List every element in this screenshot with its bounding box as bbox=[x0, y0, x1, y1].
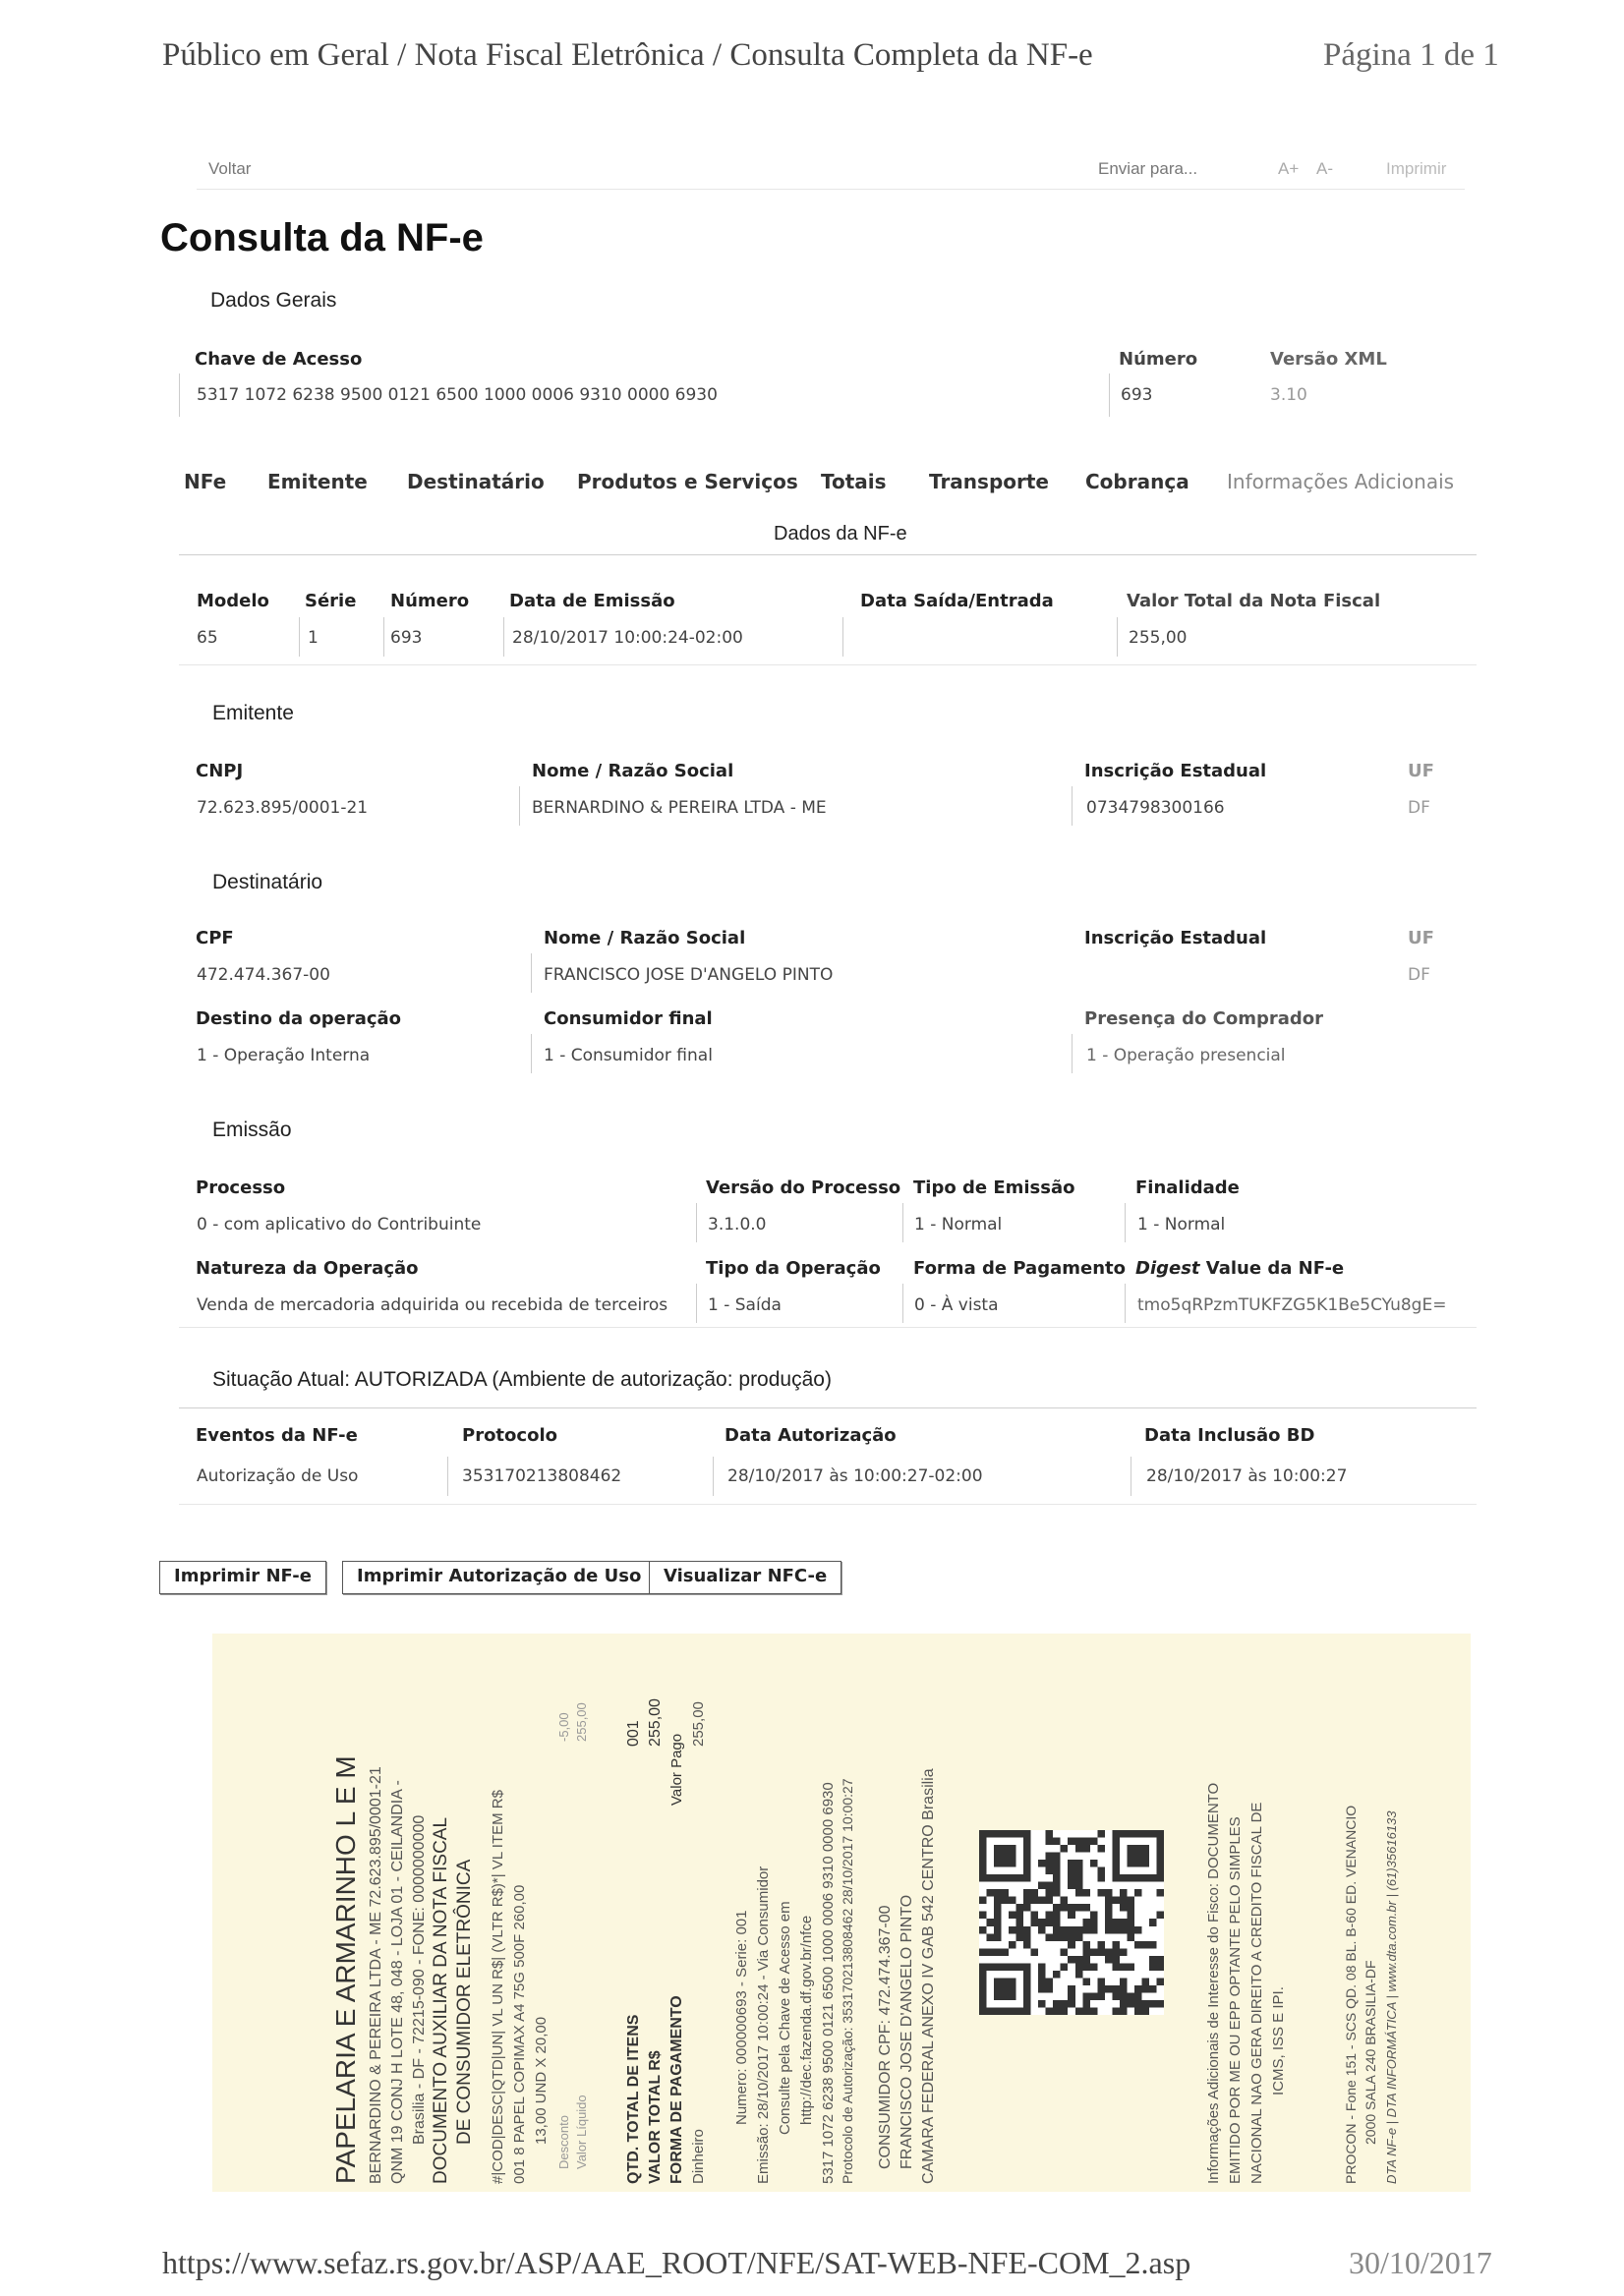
digest-label-italic: Digest bbox=[1135, 1258, 1200, 1279]
page-title: Consulta da NF-e bbox=[160, 216, 484, 259]
receipt-procon-2: 2000 SALA 240 BRASILIA-DF bbox=[1363, 1960, 1378, 2145]
chave-separator bbox=[179, 373, 180, 417]
receipt-chave-line: 5317 1072 6238 9500 0121 6500 1000 0006 9310 0000 6930 bbox=[820, 1782, 837, 2184]
tab-nfe[interactable]: NFe bbox=[184, 470, 227, 493]
print-link[interactable]: Imprimir bbox=[1386, 159, 1447, 178]
receipt-net-label: Valor Líquido bbox=[574, 2095, 589, 2169]
separator bbox=[1072, 786, 1073, 826]
receipt-total-label: VALOR TOTAL R$ bbox=[647, 2050, 664, 2184]
receipt-store-name: PAPELARIA E ARMARINHO L E M bbox=[330, 1755, 361, 2184]
situacao-atual: Situação Atual: AUTORIZADA (Ambiente de autorização: produção) bbox=[212, 1368, 832, 1391]
digest-label-rest: Value da NF-e bbox=[1199, 1258, 1345, 1279]
forma-pagamento-value: 0 - À vista bbox=[914, 1295, 999, 1315]
data-saida-label: Data Saída/Entrada bbox=[860, 591, 1054, 611]
emitente-nome-value: BERNARDINO & PEREIRA LTDA - ME bbox=[532, 798, 827, 818]
presenca-comprador-label: Presença do Comprador bbox=[1084, 1008, 1323, 1029]
cpf-label: CPF bbox=[196, 928, 234, 948]
qr-code[interactable] bbox=[979, 1830, 1164, 2015]
receipt-consumer-cpf: CONSUMIDOR CPF: 472.474.367-00 bbox=[877, 1905, 894, 2169]
receipt-protocolo-line: Protocolo de Autorização: 353170213808462 28/10/2017 10:00:27 bbox=[840, 1778, 855, 2184]
cnpj-value: 72.623.895/0001-21 bbox=[197, 798, 369, 818]
data-inclusao-value: 28/10/2017 às 10:00:27 bbox=[1146, 1466, 1348, 1486]
receipt-company-line: BERNARDINO & PEREIRA LTDA - ME 72.623.895/0001-21 bbox=[368, 1766, 384, 2184]
consumidor-final-label: Consumidor final bbox=[544, 1008, 713, 1029]
separator bbox=[383, 617, 384, 657]
versao-xml-label: Versão XML bbox=[1270, 349, 1387, 370]
back-link[interactable]: Voltar bbox=[208, 159, 252, 178]
emitente-ie-value: 0734798300166 bbox=[1086, 798, 1225, 818]
versao-processo-label: Versão do Processo bbox=[706, 1177, 901, 1198]
emitente-ie-label: Inscrição Estadual bbox=[1084, 761, 1267, 781]
forma-pagamento-label: Forma de Pagamento bbox=[913, 1258, 1126, 1279]
emitente-uf-value: DF bbox=[1408, 798, 1430, 818]
receipt-info-4: ICMS, ISS E IPI. bbox=[1270, 1986, 1287, 2095]
natureza-operacao-label: Natureza da Operação bbox=[196, 1258, 419, 1279]
separator bbox=[1125, 1284, 1126, 1323]
qr-finder-top-right bbox=[1112, 1830, 1164, 1882]
receipt-address-line: QNM 19 CONJ H LOTE 48, 048 - LOJA 01 - CEILANDIA - bbox=[389, 1780, 406, 2184]
separator bbox=[696, 1284, 697, 1323]
tab-informacoes-adicionais[interactable]: Informações Adicionais bbox=[1227, 470, 1455, 493]
tipo-emissao-value: 1 - Normal bbox=[914, 1215, 1003, 1234]
receipt-discount-label: Desconto bbox=[556, 2115, 571, 2169]
emitente-title: Emitente bbox=[212, 702, 294, 724]
presenca-comprador-value: 1 - Operação presencial bbox=[1086, 1046, 1286, 1065]
eventos-label: Eventos da NF-e bbox=[196, 1425, 358, 1446]
receipt-doc-title-2: DE CONSUMIDOR ELETRÔNICA bbox=[454, 1859, 475, 2145]
separator bbox=[531, 953, 532, 993]
dados-gerais-title: Dados Gerais bbox=[210, 289, 337, 312]
print-page-indicator: Página 1 de 1 bbox=[1323, 37, 1499, 73]
separator bbox=[299, 617, 300, 657]
chave-value: 5317 1072 6238 9500 0121 6500 1000 0006 9310 0000 6930 bbox=[197, 385, 718, 405]
separator bbox=[696, 1203, 697, 1242]
receipt-total-value: 255,00 bbox=[647, 1698, 664, 1747]
print-footer-date: 30/10/2017 bbox=[1349, 2245, 1492, 2280]
visualizar-nfce-button[interactable]: Visualizar NFC-e bbox=[649, 1561, 841, 1594]
processo-value: 0 - com aplicativo do Contribuinte bbox=[197, 1215, 482, 1234]
receipt-discount-value: -5,00 bbox=[556, 1712, 571, 1742]
data-emissao-value: 28/10/2017 10:00:24-02:00 bbox=[512, 628, 743, 648]
consumidor-final-value: 1 - Consumidor final bbox=[544, 1046, 713, 1065]
receipt-items-header: #|COD|DESC|QTD|UN| VL UN R$| (VLTR R$)*| VL ITEM R$ bbox=[490, 1790, 506, 2184]
versao-processo-value: 3.1.0.0 bbox=[708, 1215, 767, 1234]
separator bbox=[1072, 1034, 1073, 1073]
natureza-operacao-value: Venda de mercadoria adquirida ou recebida de terceiros bbox=[197, 1295, 668, 1315]
font-decrease-button[interactable]: A- bbox=[1316, 159, 1333, 178]
receipt-pay-value: 255,00 bbox=[690, 1701, 707, 1747]
chave-label: Chave de Acesso bbox=[195, 349, 363, 370]
qr-finder-bottom-left bbox=[979, 1963, 1031, 2015]
cnpj-label: CNPJ bbox=[196, 761, 244, 781]
font-increase-button[interactable]: A+ bbox=[1278, 159, 1300, 178]
emissao-title: Emissão bbox=[212, 1119, 292, 1141]
receipt-valor-pago-label: Valor Pago bbox=[668, 1733, 685, 1806]
receipt-consulte-line: Consulte pela Chave de Acesso em bbox=[777, 1901, 793, 2135]
data-inclusao-label: Data Inclusão BD bbox=[1144, 1425, 1315, 1446]
tipo-operacao-label: Tipo da Operação bbox=[706, 1258, 881, 1279]
data-autorizacao-label: Data Autorização bbox=[725, 1425, 897, 1446]
protocolo-value: 353170213808462 bbox=[462, 1466, 622, 1486]
emitente-nome-label: Nome / Razão Social bbox=[532, 761, 734, 781]
destinatario-title: Destinatário bbox=[212, 871, 323, 893]
receipt-doc-title-1: DOCUMENTO AUXILIAR DA NOTA FISCAL bbox=[431, 1816, 451, 2184]
data-autorizacao-value: 28/10/2017 às 10:00:27-02:00 bbox=[727, 1466, 983, 1486]
receipt-net-value: 255,00 bbox=[574, 1702, 589, 1742]
separator bbox=[447, 1457, 448, 1496]
separator bbox=[519, 786, 520, 826]
digest-value-label bbox=[1135, 1258, 1344, 1279]
nfe-numero-value: 693 bbox=[390, 628, 423, 648]
toolbar-divider bbox=[197, 189, 1465, 190]
situacao-divider bbox=[179, 1407, 1477, 1408]
receipt-info-3: NACIONAL NAO GERA DIREITO A CREDITO FISCAL DE bbox=[1248, 1802, 1265, 2184]
serie-label: Série bbox=[305, 591, 357, 611]
separator bbox=[1125, 1203, 1126, 1242]
print-footer-url: https://www.sefaz.rs.gov.br/ASP/AAE_ROOT/NFE/SAT-WEB-NFE-COM_2.asp bbox=[162, 2245, 1191, 2280]
nfe-numero-label: Número bbox=[390, 591, 470, 611]
tab-emitente[interactable]: Emitente bbox=[267, 470, 368, 493]
processo-label: Processo bbox=[196, 1177, 286, 1198]
receipt-info-1: Informações Adicionais de Interesse do Fisco: DOCUMENTO bbox=[1205, 1782, 1222, 2184]
tipo-operacao-value: 1 - Saída bbox=[708, 1295, 782, 1315]
dados-nfe-divider bbox=[179, 554, 1477, 555]
valor-total-value: 255,00 bbox=[1129, 628, 1188, 648]
protocolo-label: Protocolo bbox=[462, 1425, 557, 1446]
receipt-consumer-addr: CAMARA FEDERAL ANEXO IV GAB 542 CENTRO Brasilia bbox=[920, 1768, 937, 2184]
imprimir-autorizacao-button[interactable]: Imprimir Autorização de Uso bbox=[342, 1561, 656, 1594]
versao-xml-value: 3.10 bbox=[1270, 385, 1307, 405]
tab-produtos-servicos[interactable]: Produtos e Serviços bbox=[577, 470, 798, 493]
imprimir-nfe-button[interactable]: Imprimir NF-e bbox=[159, 1561, 326, 1594]
receipt-procon-1: PROCON - Fone 151 - SCS QD. 08 BL. B-60 ED. VENANCIO bbox=[1343, 1805, 1359, 2184]
separator bbox=[713, 1457, 714, 1496]
serie-value: 1 bbox=[308, 628, 319, 648]
tab-destinatario[interactable]: Destinatário bbox=[407, 470, 545, 493]
destinatario-uf-label: UF bbox=[1408, 928, 1434, 948]
receipt-city-line: Brasilia - DF - 72215-090 - FONE: 0000000000 bbox=[411, 1814, 428, 2145]
numero-separator bbox=[1109, 373, 1110, 417]
receipt-qtd-value: 001 bbox=[625, 1720, 642, 1747]
danfe-nfce-receipt bbox=[212, 1634, 1471, 2192]
receipt-qtd-label: QTD. TOTAL DE ITENS bbox=[625, 2014, 642, 2184]
receipt-consumer-name: FRANCISCO JOSE D'ANGELO PINTO bbox=[899, 1894, 915, 2169]
receipt-emissao-line: Emissão: 28/10/2017 10:00:24 - Via Consumidor bbox=[755, 1866, 772, 2184]
separator bbox=[1117, 617, 1118, 657]
separator bbox=[503, 617, 504, 657]
tipo-emissao-label: Tipo de Emissão bbox=[913, 1177, 1075, 1198]
finalidade-label: Finalidade bbox=[1135, 1177, 1240, 1198]
modelo-value: 65 bbox=[197, 628, 218, 648]
eventos-value: Autorização de Uso bbox=[197, 1466, 359, 1486]
numero-label: Número bbox=[1119, 349, 1198, 370]
cpf-value: 472.474.367-00 bbox=[197, 965, 330, 985]
destinatario-nome-label: Nome / Razão Social bbox=[544, 928, 746, 948]
receipt-item-line-1: 001 8 PAPEL COPIMAX A4 75G 500F 260,00 bbox=[511, 1884, 528, 2184]
qr-finder-top-left bbox=[979, 1830, 1031, 1882]
receipt-footer: DTA NF-e | DTA INFORMÁTICA | www.dta.com.br | (61)35616133 bbox=[1384, 1810, 1399, 2184]
tab-cobranca[interactable]: Cobrança bbox=[1085, 470, 1189, 493]
separator bbox=[842, 617, 843, 657]
destinatario-uf-value: DF bbox=[1408, 965, 1430, 985]
emitente-uf-label: UF bbox=[1408, 761, 1434, 781]
receipt-url-line: http://dec.fazenda.df.gov.br/nfce bbox=[798, 1915, 815, 2125]
destinatario-nome-value: FRANCISCO JOSE D'ANGELO PINTO bbox=[544, 965, 834, 985]
dados-nfe-title: Dados da NF-e bbox=[774, 523, 907, 545]
destino-operacao-label: Destino da operação bbox=[196, 1008, 402, 1029]
separator bbox=[902, 1203, 903, 1242]
receipt-pay-method: Dinheiro bbox=[690, 2129, 707, 2184]
numero-value: 693 bbox=[1121, 385, 1153, 405]
data-emissao-label: Data de Emissão bbox=[509, 591, 675, 611]
receipt-info-2: EMITIDO POR ME OU EPP OPTANTE PELO SIMPLES bbox=[1227, 1816, 1244, 2184]
finalidade-value: 1 - Normal bbox=[1137, 1215, 1226, 1234]
send-to-link[interactable]: Enviar para... bbox=[1098, 159, 1198, 178]
tab-transporte[interactable]: Transporte bbox=[929, 470, 1049, 493]
receipt-item-line-2: 13,00 UND X 20,00 bbox=[533, 2016, 550, 2145]
row-divider bbox=[179, 664, 1477, 665]
modelo-label: Modelo bbox=[197, 591, 269, 611]
tab-totais[interactable]: Totais bbox=[821, 470, 887, 493]
receipt-forma-label: FORMA DE PAGAMENTO bbox=[668, 1995, 685, 2184]
row-divider bbox=[179, 1327, 1477, 1328]
destino-operacao-value: 1 - Operação Interna bbox=[197, 1046, 371, 1065]
receipt-numero-line: Numero: 000000693 - Serie: 001 bbox=[733, 1910, 750, 2125]
separator bbox=[531, 1034, 532, 1073]
print-header-breadcrumb: Público em Geral / Nota Fiscal Eletrônica / Consulta Completa da NF-e bbox=[162, 37, 1093, 73]
separator bbox=[902, 1284, 903, 1323]
row-divider bbox=[179, 1504, 1477, 1505]
valor-total-label: Valor Total da Nota Fiscal bbox=[1127, 591, 1381, 611]
digest-value: tmo5qRPzmTUKFZG5K1Be5CYu8gE= bbox=[1137, 1295, 1447, 1315]
destinatario-ie-label: Inscrição Estadual bbox=[1084, 928, 1267, 948]
